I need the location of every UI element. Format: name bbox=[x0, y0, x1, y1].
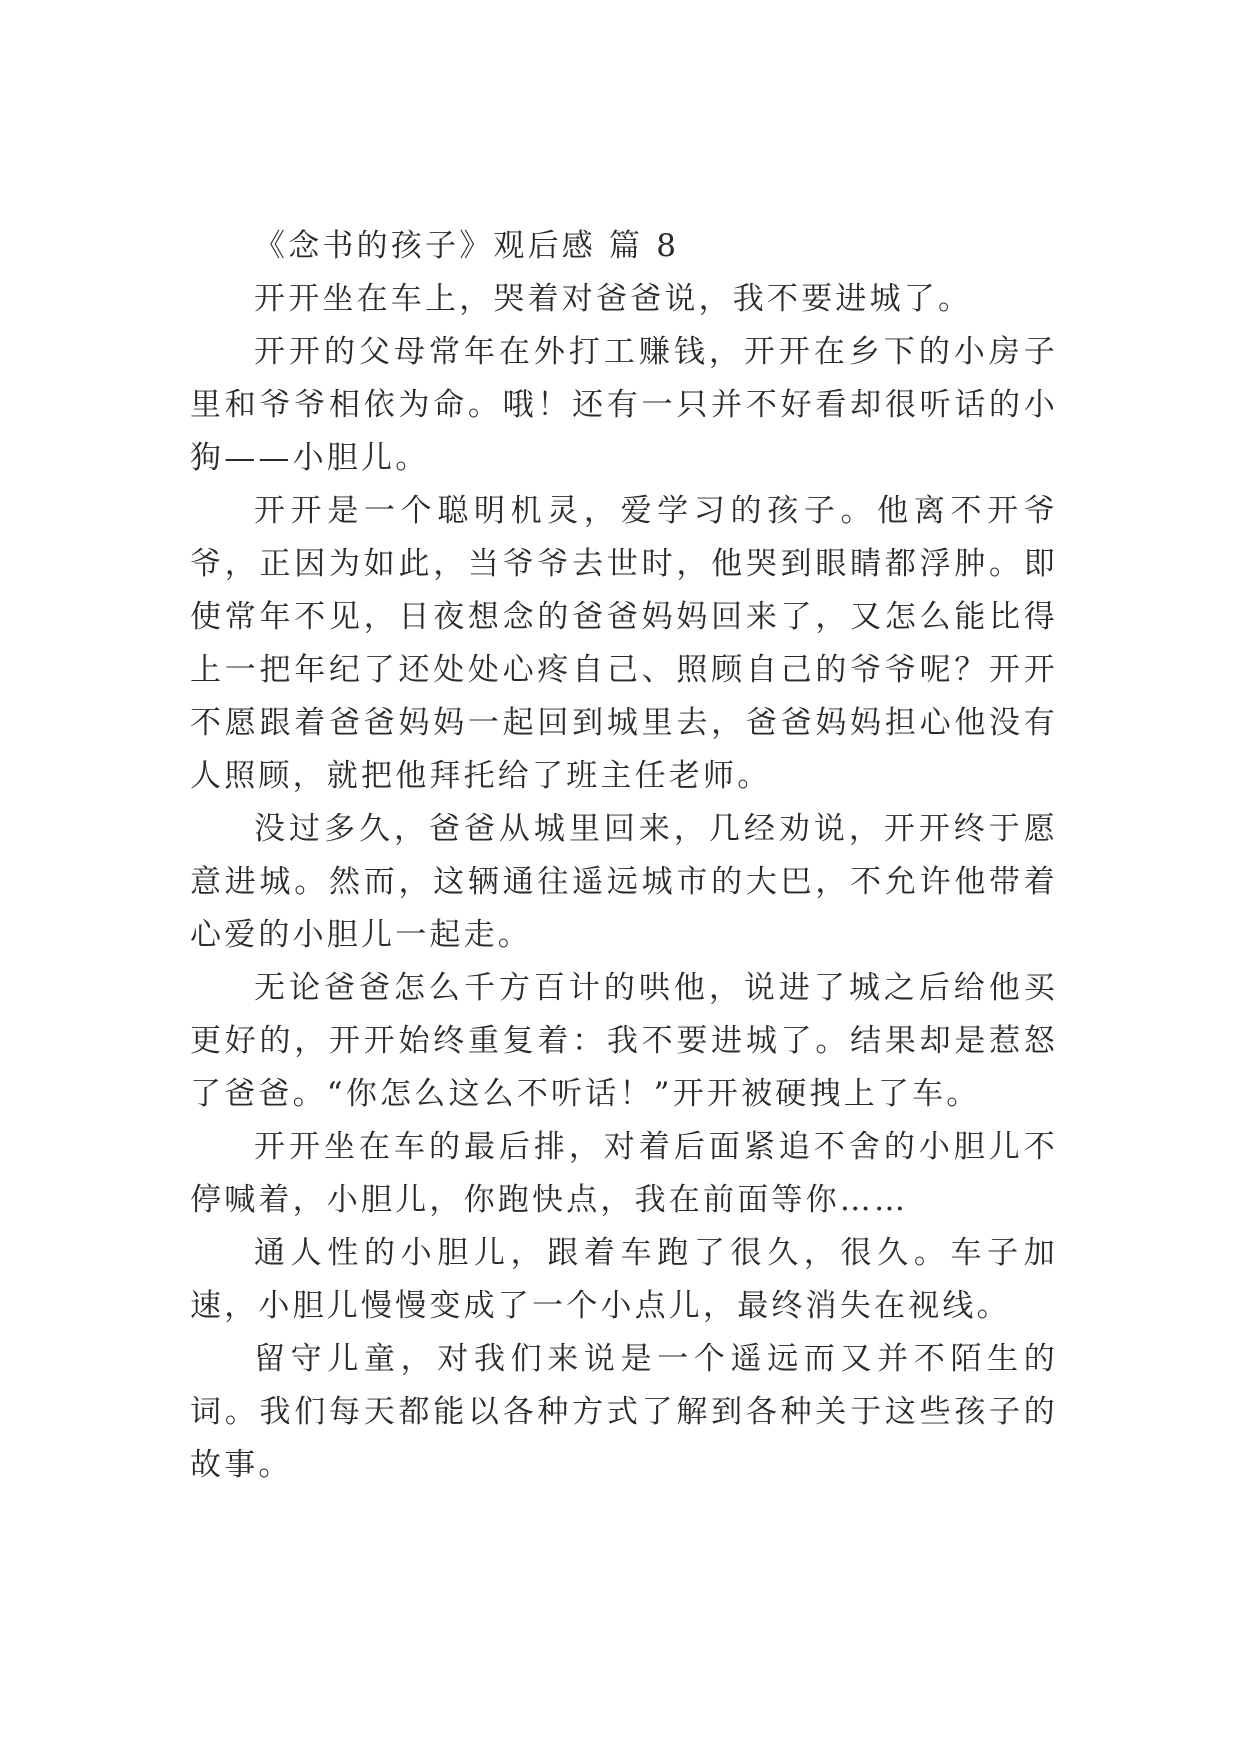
document-title: 《念书的孩子》观后感 篇 8 bbox=[254, 228, 680, 264]
paragraph: 开开是一个聪明机灵，爱学习的孩子。他离不开爷爷，正因为如此，当爷爷去世时，他哭到眼睛都浮肿。即使常年不见，日夜想念的爸爸妈妈回来了，又怎么能比得上一把年纪了还处处心疼自己、照顾自己的爷爷呢？开开不愿跟着爸爸妈妈一起回到城里去，爸爸妈妈担心他没有人照顾，就把他拜托给了班主任老师。 bbox=[190, 493, 1058, 794]
paragraph: 留守儿童，对我们来说是一个遥远而又并不陌生的词。我们每天都能以各种方式了解到各种关于这些孩子的故事。 bbox=[190, 1341, 1058, 1483]
paragraph: 无论爸爸怎么千方百计的哄他，说进了城之后给他买更好的，开开始终重复着：我不要进城了。结果却是惹怒了爸爸。“你怎么这么不听话！”开开被硬拽上了车。 bbox=[190, 970, 1058, 1112]
paragraph: 没过多久，爸爸从城里回来，几经劝说，开开终于愿意进城。然而，这辆通往遥远城市的大巴，不允许他带着心爱的小胆儿一起走。 bbox=[190, 811, 1058, 953]
document-body bbox=[190, 220, 1058, 1492]
paragraph: 开开的父母常年在外打工赚钱，开开在乡下的小房子里和爷爷相依为命。哦！还有一只并不好看却很听话的小狗——小胆儿。 bbox=[190, 334, 1058, 476]
paragraph: 开开坐在车上，哭着对爸爸说，我不要进城了。 bbox=[254, 281, 973, 317]
paragraph: 开开坐在车的最后排，对着后面紧追不舍的小胆儿不停喊着，小胆儿，你跑快点，我在前面等你…… bbox=[190, 1129, 1058, 1218]
paragraph: 通人性的小胆儿，跟着车跑了很久，很久。车子加速，小胆儿慢慢变成了一个小点儿，最终消失在视线。 bbox=[190, 1235, 1058, 1324]
